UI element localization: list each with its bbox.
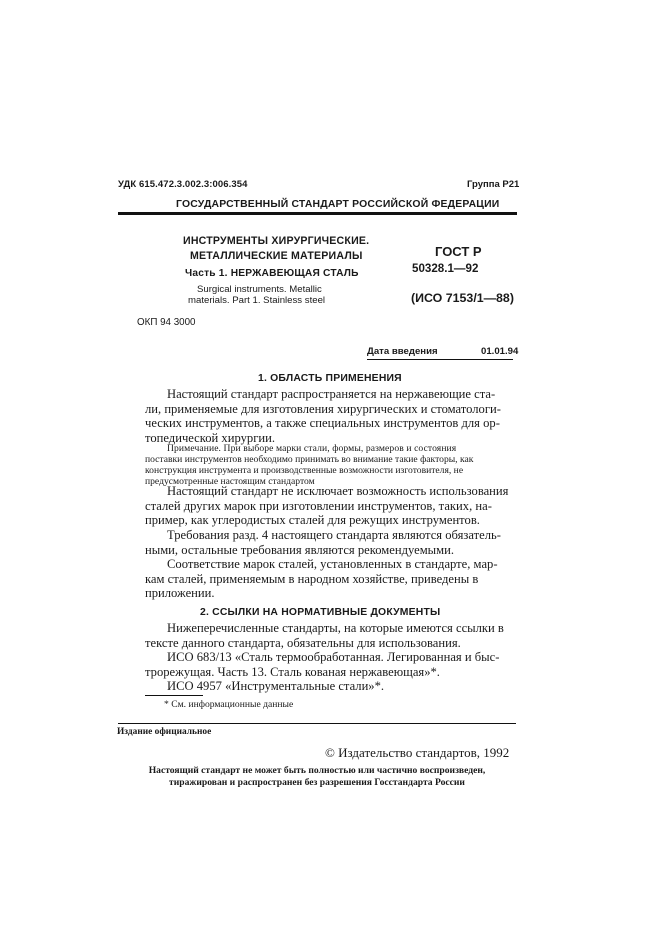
header-rule <box>118 212 517 215</box>
text-line: топедической хирургии. <box>145 430 275 445</box>
text-line: пример, как углеродистых сталей для режущих инструментов. <box>145 513 480 528</box>
text-line: ческих инструментов, а также специальных инструментов для ор- <box>145 416 500 431</box>
group-code: Группа Р21 <box>467 179 520 190</box>
text-line: Настоящий стандарт не исключает возможность использования <box>167 484 509 498</box>
section-2-heading: 2. ССЫЛКИ НА НОРМАТИВНЫЕ ДОКУМЕНТЫ <box>200 607 441 618</box>
note-line: предусмотренные настоящим стандартом <box>145 476 315 487</box>
reference-iso-4957: ИСО 4957 «Инструментальные стали»*. <box>167 679 385 693</box>
official-edition-label: Издание официальное <box>117 727 212 737</box>
okp-code: ОКП 94 3000 <box>137 317 196 328</box>
section-1-note <box>145 443 515 487</box>
udk-code: УДК 615.472.3.002.3:006.354 <box>118 179 248 190</box>
gost-number: 50328.1—92 <box>412 262 479 275</box>
reproduction-notice-line-2: тиражирован и распространен без разрешения Госстандарта России <box>169 777 465 788</box>
note-line: поставки инструментов необходимо принимать во внимание такие факторы, как <box>145 454 474 465</box>
gost-label: ГОСТ Р <box>435 244 482 259</box>
note-line: Примечание. При выборе марки стали, формы, размеров и состояния <box>167 443 457 454</box>
intro-date-value: 01.01.94 <box>481 346 519 357</box>
section-2-paragraph-1 <box>145 621 515 650</box>
reference-iso-683-13 <box>145 650 515 679</box>
section-1-heading: 1. ОБЛАСТЬ ПРИМЕНЕНИЯ <box>258 373 402 384</box>
title-en-line-1: Surgical instruments. Metallic <box>197 284 322 295</box>
section-1-paragraph-4 <box>145 557 515 601</box>
text-line: Требования разд. 4 настоящего стандарта являются обязатель- <box>167 528 501 542</box>
title-part: Часть 1. НЕРЖАВЕЮЩАЯ СТАЛЬ <box>185 268 359 279</box>
section-1-paragraph-1 <box>145 387 515 445</box>
footnote: * См. информационные данные <box>164 699 294 710</box>
text-line: приложении. <box>145 586 215 601</box>
section-1-paragraph-2 <box>145 484 515 528</box>
title-en-line-2: materials. Part 1. Stainless steel <box>188 295 326 306</box>
text-line: кам сталей, применяемым в народном хозяйстве, приведены в <box>145 571 479 586</box>
text-line: тексте данного стандарта, обязательны для использования. <box>145 635 461 650</box>
text-line: трорежущая. Часть 13. Сталь кованая нержавеющая»*. <box>145 664 440 679</box>
text-line: Настоящий стандарт распространяется на нержавеющие ста- <box>167 387 496 401</box>
title-line-1: ИНСТРУМЕНТЫ ХИРУРГИЧЕСКИЕ. <box>183 235 370 247</box>
intro-date-label: Дата введения <box>367 346 438 357</box>
text-line: Нижеперечисленные стандарты, на которые имеются ссылки в <box>167 621 504 635</box>
text-line: Соответствие марок сталей, установленных в стандарте, мар- <box>167 557 498 571</box>
title-line-2: МЕТАЛЛИЧЕСКИЕ МАТЕРИАЛЫ <box>190 250 363 262</box>
reproduction-notice-line-1: Настоящий стандарт не может быть полностью или частично воспроизведен, <box>148 765 486 776</box>
text-line: сталей других марок при изготовлении инструментов, таких, на- <box>145 498 492 513</box>
text-line: ли, применяемые для изготовления хирургических и стоматологи- <box>145 401 501 416</box>
iso-equivalent: (ИСО 7153/1—88) <box>411 291 514 305</box>
footnote-rule <box>145 695 203 696</box>
text-line: ными, остальные требования являются рекомендуемыми. <box>145 542 454 557</box>
section-1-paragraph-3 <box>145 528 515 557</box>
footer-rule <box>118 723 516 724</box>
note-line: конструкция инструмента и производственные возможности изготовителя, не <box>145 465 464 476</box>
state-standard-heading: ГОСУДАРСТВЕННЫЙ СТАНДАРТ РОССИЙСКОЙ ФЕДЕРАЦИИ <box>176 199 500 210</box>
text-line: ИСО 683/13 «Сталь термообработанная. Легированная и быс- <box>167 650 500 664</box>
copyright: © Издательство стандартов, 1992 <box>325 745 510 760</box>
intro-date-underline <box>367 359 513 360</box>
